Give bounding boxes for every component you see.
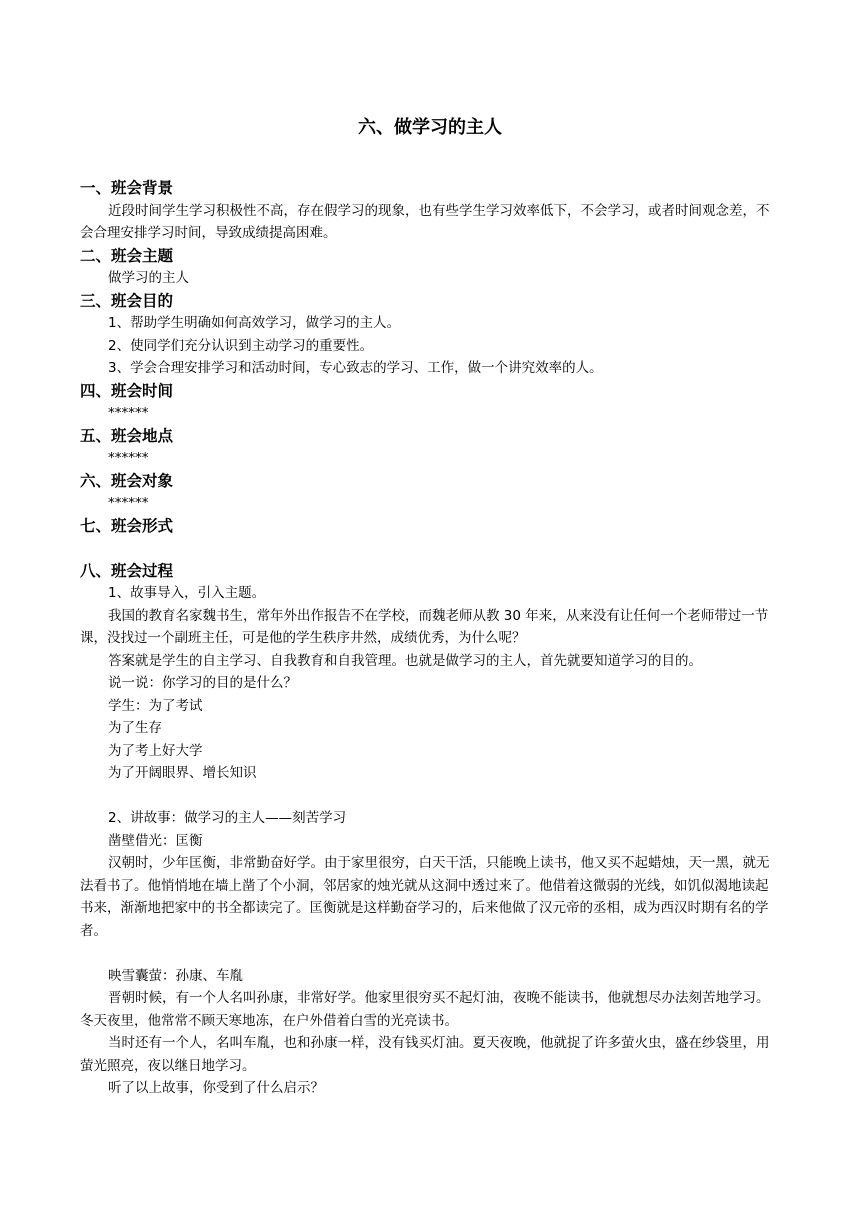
heading-process: 八、班会过程 — [80, 561, 174, 580]
process-line: 说一说：你学习的目的是什么？ — [108, 675, 297, 691]
spacer — [80, 785, 780, 808]
story-title: 映雪囊萤：孙康、车胤 — [108, 967, 243, 984]
heading-background: 一、班会背景 — [80, 179, 174, 197]
spacer — [80, 537, 780, 560]
heading-theme: 二、班会主题 — [80, 246, 174, 265]
heading-audience: 六、班会对象 — [80, 471, 174, 490]
story-title: 凿壁借光：匡衡 — [108, 832, 203, 849]
process-line: 为了考上好大学 — [108, 742, 203, 759]
document-body — [80, 177, 780, 1100]
story-paragraph: 当时还有一个人，名叫车胤，也和孙康一样，没有钱买灯油。夏天夜晚，他就捉了许多萤火虫，盛在纱袋里，用萤光照亮，夜以继日地学习。 — [80, 1035, 770, 1074]
purpose-item: 2、使同学们充分认识到主动学习的重要性。 — [108, 337, 374, 354]
audience-text: ****** — [108, 495, 149, 511]
location-text: ****** — [108, 450, 149, 466]
story-paragraph: 晋朝时候，有一个人名叫孙康，非常好学。他家里很穷买不起灯油，夜晚不能读书，他就想尽办法刻苦地学习。冬天夜里，他常常不顾天寒地冻，在户外借着白雪的光亮读书。 — [80, 990, 770, 1029]
process-line: 为了开阔眼界、增长知识 — [108, 765, 257, 781]
heading-purpose: 三、班会目的 — [80, 291, 174, 310]
process-line: 学生：为了考试 — [108, 697, 203, 714]
purpose-item: 1、帮助学生明确如何高效学习，做学习的主人。 — [108, 315, 401, 331]
story-paragraph: 汉朝时，少年匡衡，非常勤奋好学。由于家里很穷，白天干活，只能晚上读书，他又买不起蜡烛，天一黑，就无法看书了。他悄悄地在墙上凿了个小洞，邻居家的烛光就从这洞中透过来了。他借着这微弱的光线，如饥似渴地读起书来，渐渐地把家中的书全都读完了。匡衡就是这样勤奋学习的，后来他做了汉元帝的丞相，成为西汉时期有名的学者。 — [80, 855, 770, 939]
heading-location: 五、班会地点 — [80, 426, 174, 445]
story-intro: 2、讲故事：做学习的主人——刻苦学习 — [108, 810, 347, 826]
heading-format: 七、班会形式 — [80, 516, 174, 535]
purpose-item: 3、学会合理安排学习和活动时间，专心致志的学习、工作，做一个讲究效率的人。 — [108, 360, 603, 376]
process-paragraph: 我国的教育名家魏书生，常年外出作报告不在学校，而魏老师从教 30 年来，从来没有让任何一个老师带过一节课，没找过一个副班主任，可是他的学生秩序井然，成绩优秀，为什么呢？ — [80, 607, 769, 646]
time-text: ****** — [108, 405, 149, 421]
story-question: 听了以上故事，你受到了什么启示？ — [108, 1080, 324, 1096]
process-paragraph: 答案就是学生的自主学习、自我教育和自我管理。也就是做学习的主人，首先就要知道学习的目的。 — [108, 652, 702, 669]
heading-time: 四、班会时间 — [80, 381, 174, 400]
page-title: 六、做学习的主人 — [358, 117, 502, 138]
spacer — [80, 942, 780, 965]
theme-text: 做学习的主人 — [108, 270, 189, 286]
process-line: 1、故事导入，引入主题。 — [108, 585, 266, 601]
background-paragraph: 近段时间学生学习积极性不高，存在假学习的现象，也有些学生学习效率低下，不会学习，或者时间观念差，不会合理安排学习时间，导致成绩提高困难。 — [80, 202, 770, 241]
process-line: 为了生存 — [108, 720, 162, 736]
